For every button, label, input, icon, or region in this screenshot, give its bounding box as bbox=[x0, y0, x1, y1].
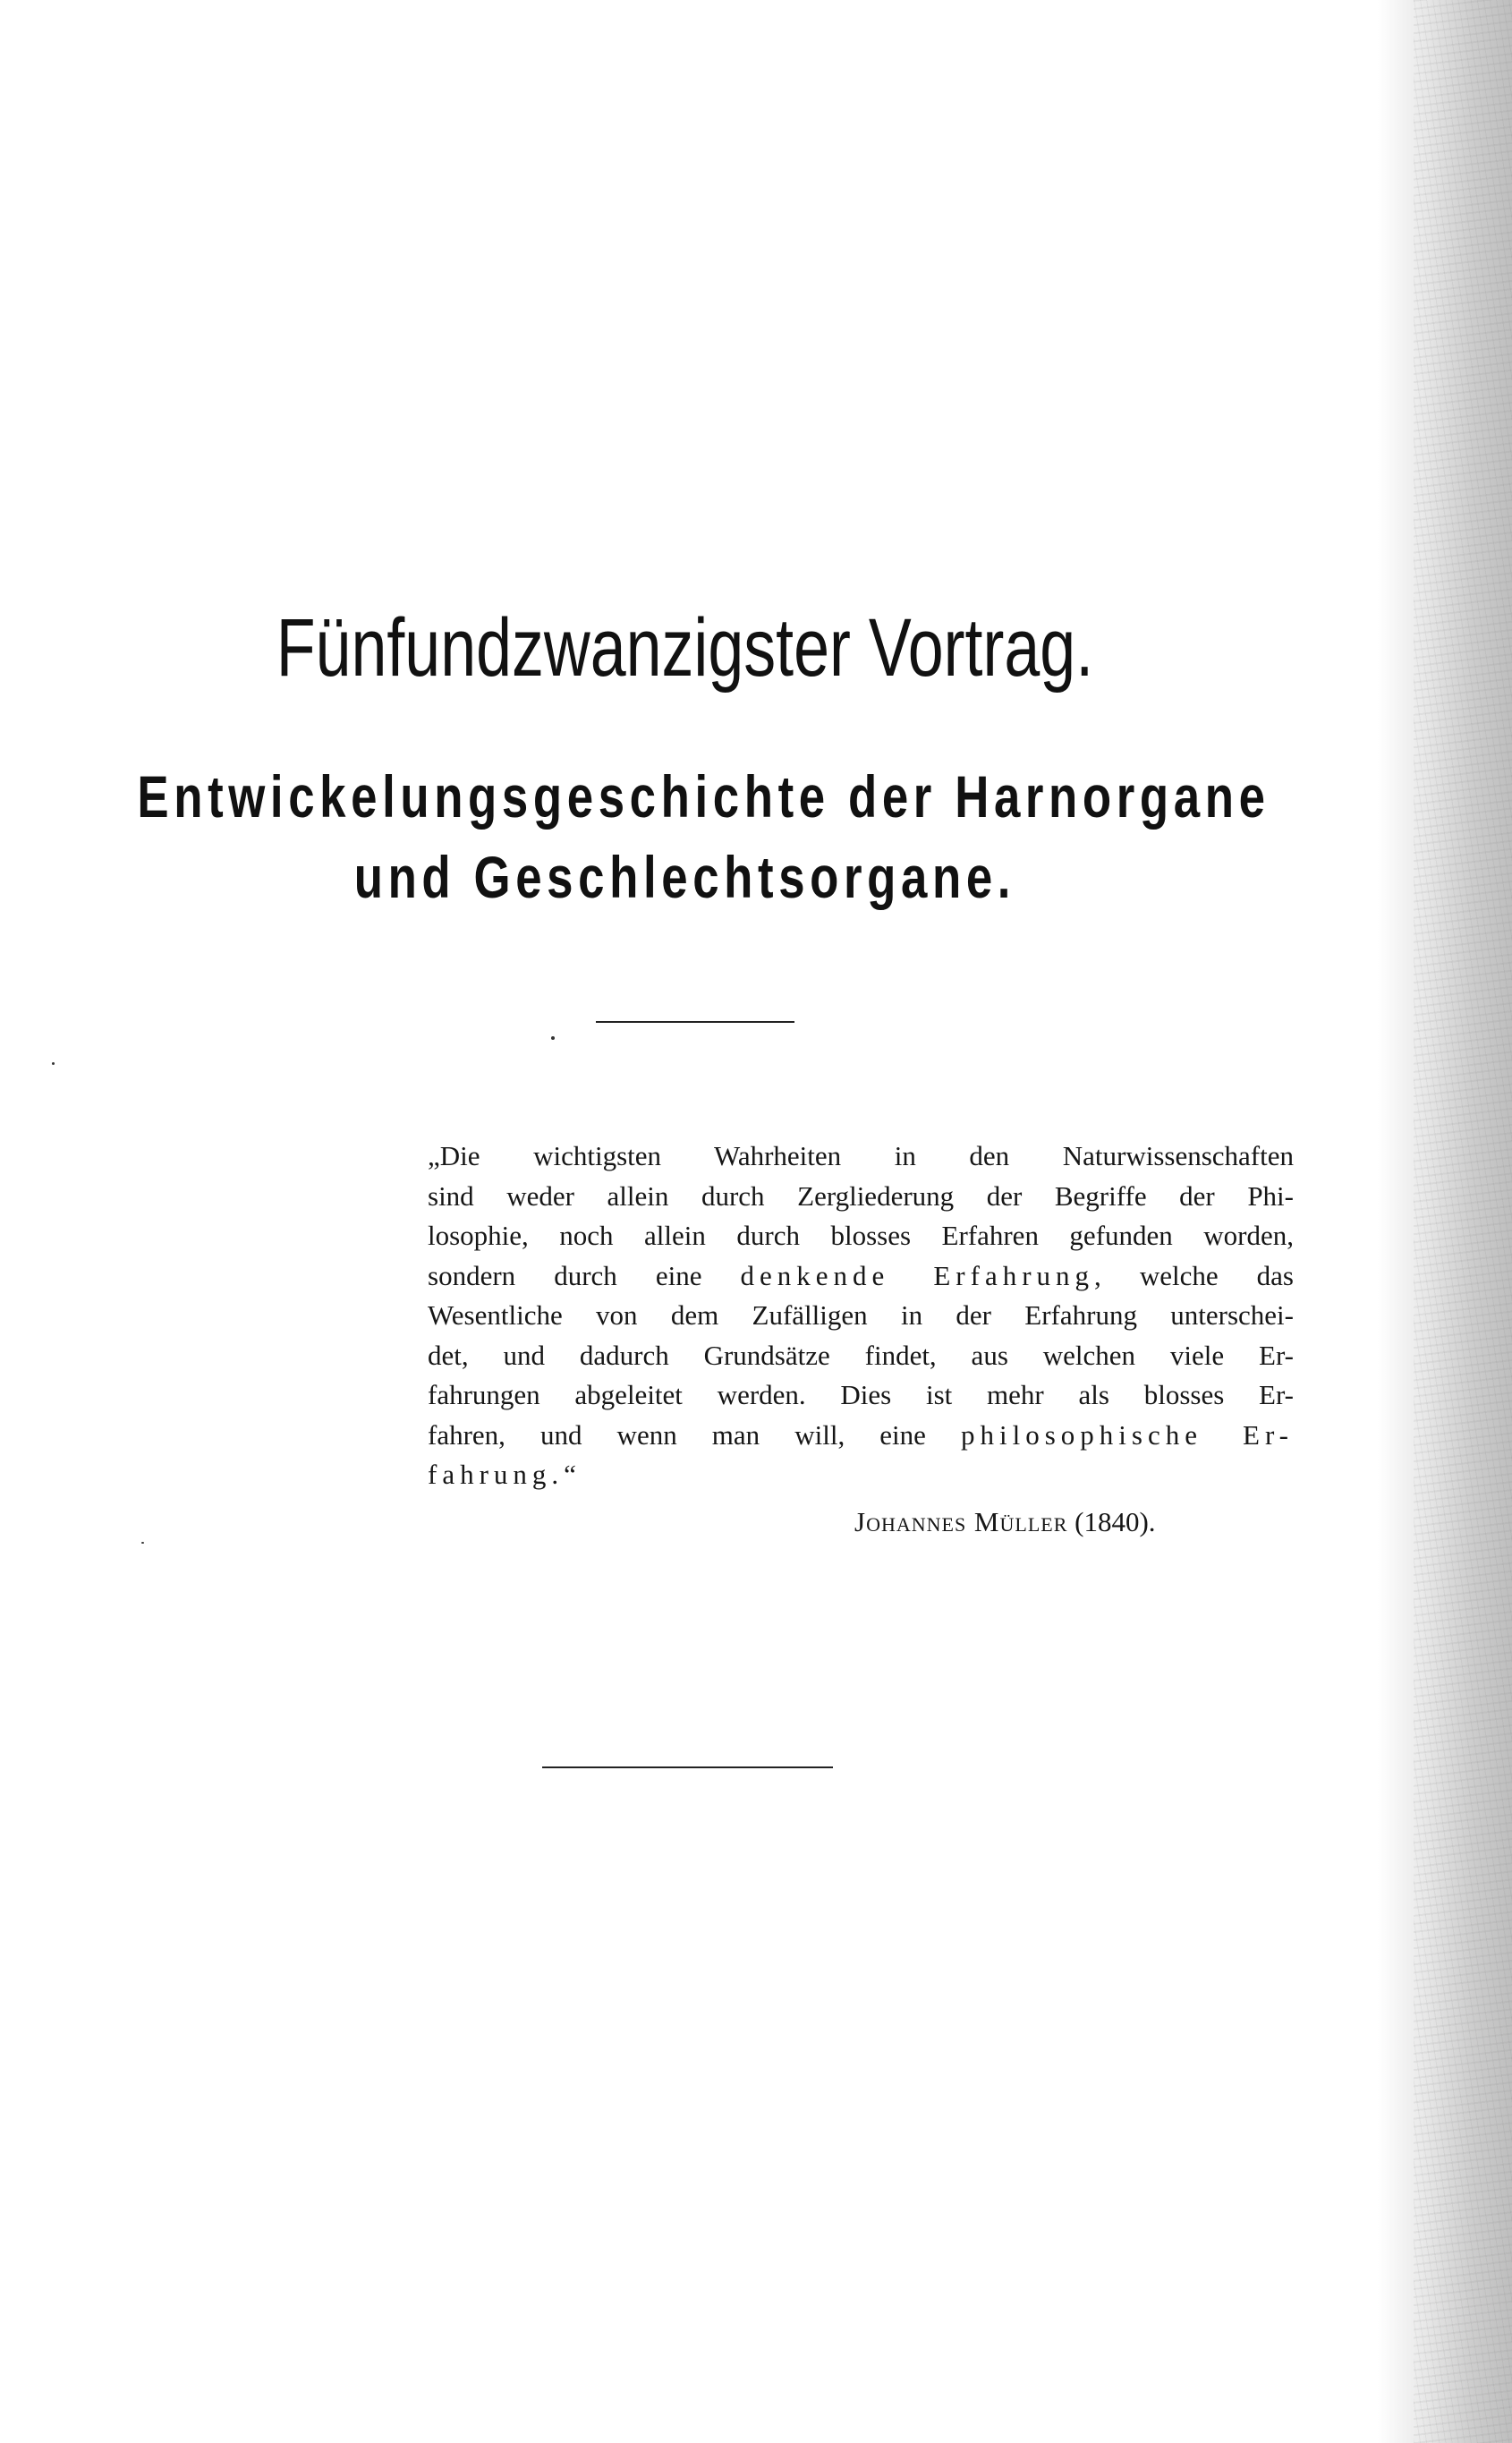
emphasis-spaced-text: denkende Erfahrung bbox=[740, 1259, 1095, 1291]
emphasis-spaced-text: philosophische Er- bbox=[960, 1418, 1295, 1451]
epigraph-text: fahren, und wenn man will, eine bbox=[428, 1418, 961, 1451]
epigraph-text: , welche das bbox=[1094, 1259, 1294, 1291]
top-divider-rule bbox=[596, 1021, 794, 1023]
epigraph-text: „Die wichtigsten Wahrheiten in den Naturwissenschaften bbox=[428, 1140, 1294, 1171]
epigraph-quote bbox=[428, 1136, 1294, 1495]
chapter-title: Fünfundzwanzigster Vortrag. bbox=[276, 602, 1094, 694]
epigraph-text: fahrungen abgeleitet werden. Dies ist mehr als blosses Er- bbox=[428, 1379, 1294, 1410]
epigraph-text: sind weder allein durch Zergliederung der Begriffe der Phi- bbox=[428, 1179, 1294, 1212]
epigraph-author: Johannes Müller bbox=[854, 1506, 1068, 1537]
epigraph-line bbox=[428, 1455, 1294, 1495]
chapter-subtitle-line-1: Entwickelungsgeschichte der Harnorgane bbox=[137, 763, 1270, 830]
emphasis-spaced-text: fahrung.“ bbox=[428, 1459, 582, 1490]
epigraph-line bbox=[428, 1256, 1294, 1297]
scanned-page-edge bbox=[1378, 0, 1512, 2443]
epigraph-line bbox=[428, 1136, 1294, 1177]
chapter-subtitle-line-2: und Geschlechtsorgane. bbox=[353, 844, 1016, 910]
epigraph-year: (1840). bbox=[1075, 1506, 1156, 1537]
epigraph-line bbox=[428, 1375, 1294, 1416]
epigraph-line bbox=[428, 1416, 1294, 1456]
epigraph-line bbox=[428, 1296, 1294, 1336]
epigraph-line bbox=[428, 1216, 1294, 1256]
bottom-divider-rule bbox=[542, 1766, 833, 1768]
epigraph-line bbox=[428, 1177, 1294, 1217]
epigraph-text: sondern durch eine bbox=[428, 1259, 741, 1291]
epigraph-line bbox=[428, 1336, 1294, 1376]
print-speck bbox=[52, 1062, 55, 1065]
epigraph-text: det, und dadurch Grundsätze findet, aus welchen viele Er- bbox=[428, 1339, 1294, 1371]
epigraph-text: Wesentliche von dem Zufälligen in der Erfahrung unterschei- bbox=[428, 1299, 1294, 1331]
epigraph-attribution bbox=[854, 1506, 1156, 1538]
print-speck bbox=[551, 1036, 555, 1040]
epigraph-text: losophie, noch allein durch blosses Erfahren gefunden worden, bbox=[428, 1220, 1294, 1251]
print-speck bbox=[141, 1542, 144, 1544]
